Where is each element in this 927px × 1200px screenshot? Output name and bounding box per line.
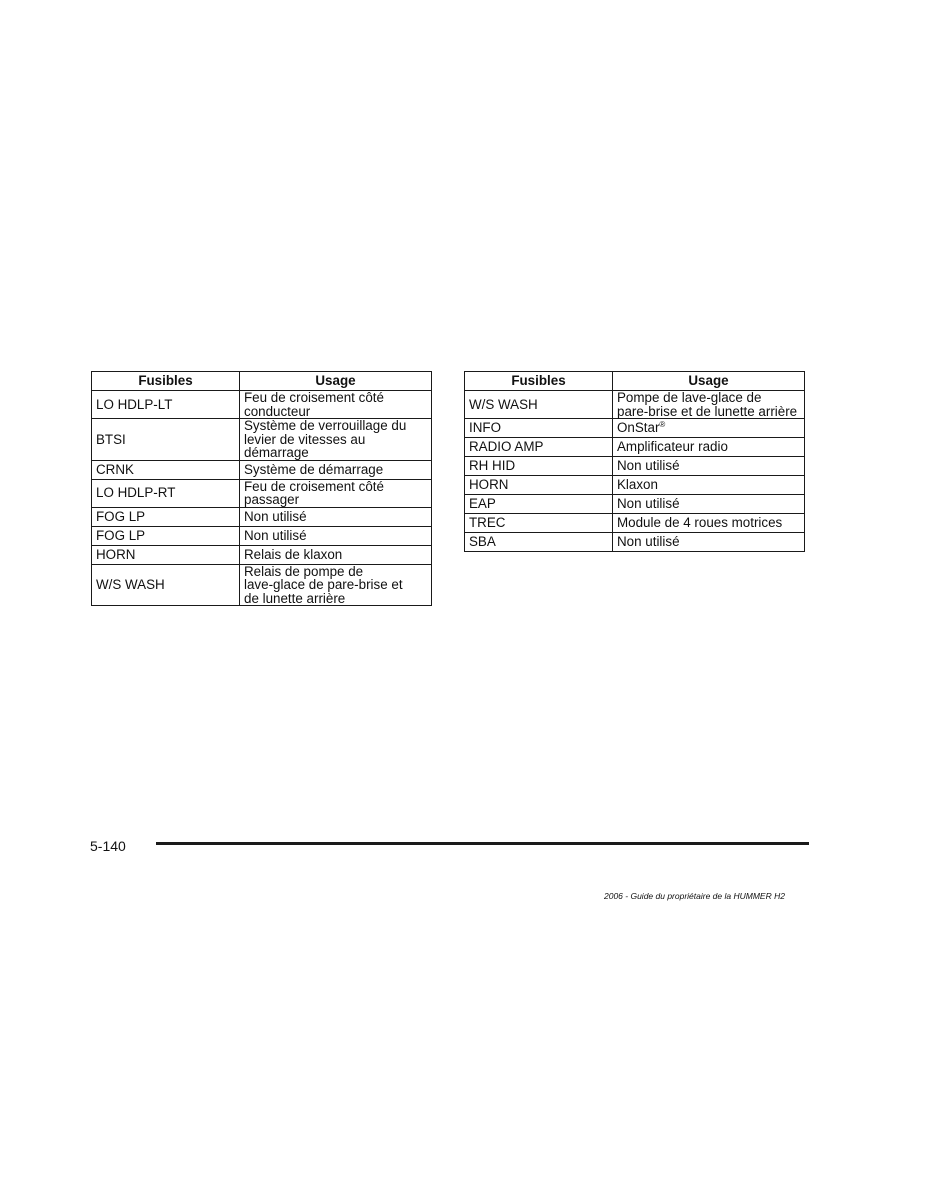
usage-text: Non utilisé bbox=[244, 527, 307, 543]
usage-line bbox=[244, 405, 427, 419]
usage-text: Non utilisé bbox=[244, 508, 307, 524]
table-row bbox=[92, 564, 432, 606]
fuse-cell: HORN bbox=[465, 476, 613, 495]
usage-cell bbox=[240, 545, 432, 564]
table-row bbox=[465, 476, 805, 495]
fuse-cell: TREC bbox=[465, 514, 613, 533]
usage-line bbox=[617, 516, 800, 530]
fuse-cell: INFO bbox=[465, 419, 613, 438]
usage-line bbox=[244, 480, 427, 494]
usage-text: pare-brise et de lunette arrière bbox=[617, 403, 798, 419]
column-header-usage: Usage bbox=[240, 372, 432, 391]
usage-text: Système de verrouillage du bbox=[244, 418, 407, 433]
usage-line bbox=[617, 440, 800, 454]
usage-cell bbox=[240, 507, 432, 526]
usage-cell bbox=[240, 526, 432, 545]
table-row bbox=[92, 479, 432, 507]
usage-text: Feu de croisement côté bbox=[244, 478, 384, 494]
fuse-cell: RADIO AMP bbox=[465, 438, 613, 457]
usage-cell bbox=[240, 564, 432, 606]
usage-text: Système de démarrage bbox=[244, 461, 384, 477]
usage-line bbox=[244, 433, 427, 447]
fuse-cell: RH HID bbox=[465, 457, 613, 476]
fuse-cell: LO HDLP-LT bbox=[92, 391, 240, 419]
fuse-cell: CRNK bbox=[92, 460, 240, 479]
table-row bbox=[465, 457, 805, 476]
usage-line bbox=[617, 478, 800, 492]
table-row bbox=[465, 419, 805, 438]
usage-line bbox=[244, 565, 427, 579]
usage-line bbox=[244, 510, 427, 524]
usage-line bbox=[244, 578, 427, 592]
usage-cell bbox=[613, 457, 805, 476]
usage-line bbox=[617, 535, 800, 549]
table-header-row bbox=[465, 372, 805, 391]
footer-publication-title: 2006 - Guide du propriétaire de la HUMMER H2 bbox=[604, 891, 785, 901]
fuse-table-left bbox=[91, 371, 432, 606]
usage-line bbox=[244, 592, 427, 606]
usage-text: Non utilisé bbox=[617, 534, 680, 550]
usage-cell bbox=[240, 479, 432, 507]
usage-line bbox=[244, 391, 427, 405]
usage-text: OnStar bbox=[617, 420, 660, 436]
usage-cell bbox=[613, 391, 805, 419]
table-row bbox=[92, 545, 432, 564]
column-header-fuses: Fusibles bbox=[92, 372, 240, 391]
fuse-cell: HORN bbox=[92, 545, 240, 564]
table-row bbox=[465, 514, 805, 533]
table-row bbox=[92, 419, 432, 461]
fuse-cell: SBA bbox=[465, 533, 613, 552]
usage-text: lave-glace de pare-brise et bbox=[244, 577, 403, 592]
usage-line bbox=[244, 463, 427, 477]
usage-cell bbox=[240, 391, 432, 419]
usage-text: passager bbox=[244, 492, 300, 507]
usage-cell bbox=[613, 533, 805, 552]
fuse-cell: EAP bbox=[465, 495, 613, 514]
usage-line bbox=[244, 446, 427, 460]
fuse-cell: W/S WASH bbox=[92, 564, 240, 606]
usage-line bbox=[617, 421, 800, 435]
usage-text: Klaxon bbox=[617, 477, 658, 493]
usage-text: Feu de croisement côté bbox=[244, 390, 384, 405]
page-number: 5-140 bbox=[90, 838, 126, 854]
usage-line bbox=[617, 459, 800, 473]
column-header-fuses: Fusibles bbox=[465, 372, 613, 391]
table-row bbox=[92, 391, 432, 419]
usage-text: Non utilisé bbox=[617, 458, 680, 474]
usage-line bbox=[244, 419, 427, 433]
usage-cell bbox=[613, 476, 805, 495]
usage-cell bbox=[240, 460, 432, 479]
usage-text: Pompe de lave-glace de bbox=[617, 390, 762, 405]
fuse-cell: W/S WASH bbox=[465, 391, 613, 419]
fuse-cell: FOG LP bbox=[92, 507, 240, 526]
usage-cell bbox=[613, 419, 805, 438]
table-row bbox=[465, 495, 805, 514]
usage-text: Module de 4 roues motrices bbox=[617, 515, 783, 531]
usage-line bbox=[244, 529, 427, 543]
table-row bbox=[465, 438, 805, 457]
table-header-row bbox=[92, 372, 432, 391]
fuse-table-right bbox=[464, 371, 805, 552]
usage-text: levier de vitesses au bbox=[244, 431, 366, 447]
table-row bbox=[465, 391, 805, 419]
usage-line bbox=[617, 497, 800, 511]
usage-text: Amplificateur radio bbox=[617, 439, 728, 455]
table-row bbox=[92, 460, 432, 479]
usage-line bbox=[617, 391, 800, 405]
usage-text: Relais de klaxon bbox=[244, 546, 343, 562]
table-row bbox=[465, 533, 805, 552]
usage-cell bbox=[240, 419, 432, 461]
fuse-cell: FOG LP bbox=[92, 526, 240, 545]
footer-divider bbox=[156, 842, 809, 845]
usage-text: de lunette arrière bbox=[244, 590, 346, 606]
fuse-cell: BTSI bbox=[92, 419, 240, 461]
usage-line bbox=[244, 493, 427, 507]
table-row bbox=[92, 526, 432, 545]
usage-cell bbox=[613, 438, 805, 457]
usage-line bbox=[617, 405, 800, 419]
usage-cell bbox=[613, 495, 805, 514]
table-row bbox=[92, 507, 432, 526]
registered-mark: ® bbox=[659, 420, 666, 430]
usage-cell bbox=[613, 514, 805, 533]
column-header-usage: Usage bbox=[613, 372, 805, 391]
usage-line bbox=[244, 548, 427, 562]
usage-text: démarrage bbox=[244, 445, 309, 460]
usage-text: Relais de pompe de bbox=[244, 563, 364, 579]
fuse-cell: LO HDLP-RT bbox=[92, 479, 240, 507]
usage-text: conducteur bbox=[244, 403, 311, 419]
usage-text: Non utilisé bbox=[617, 496, 680, 512]
